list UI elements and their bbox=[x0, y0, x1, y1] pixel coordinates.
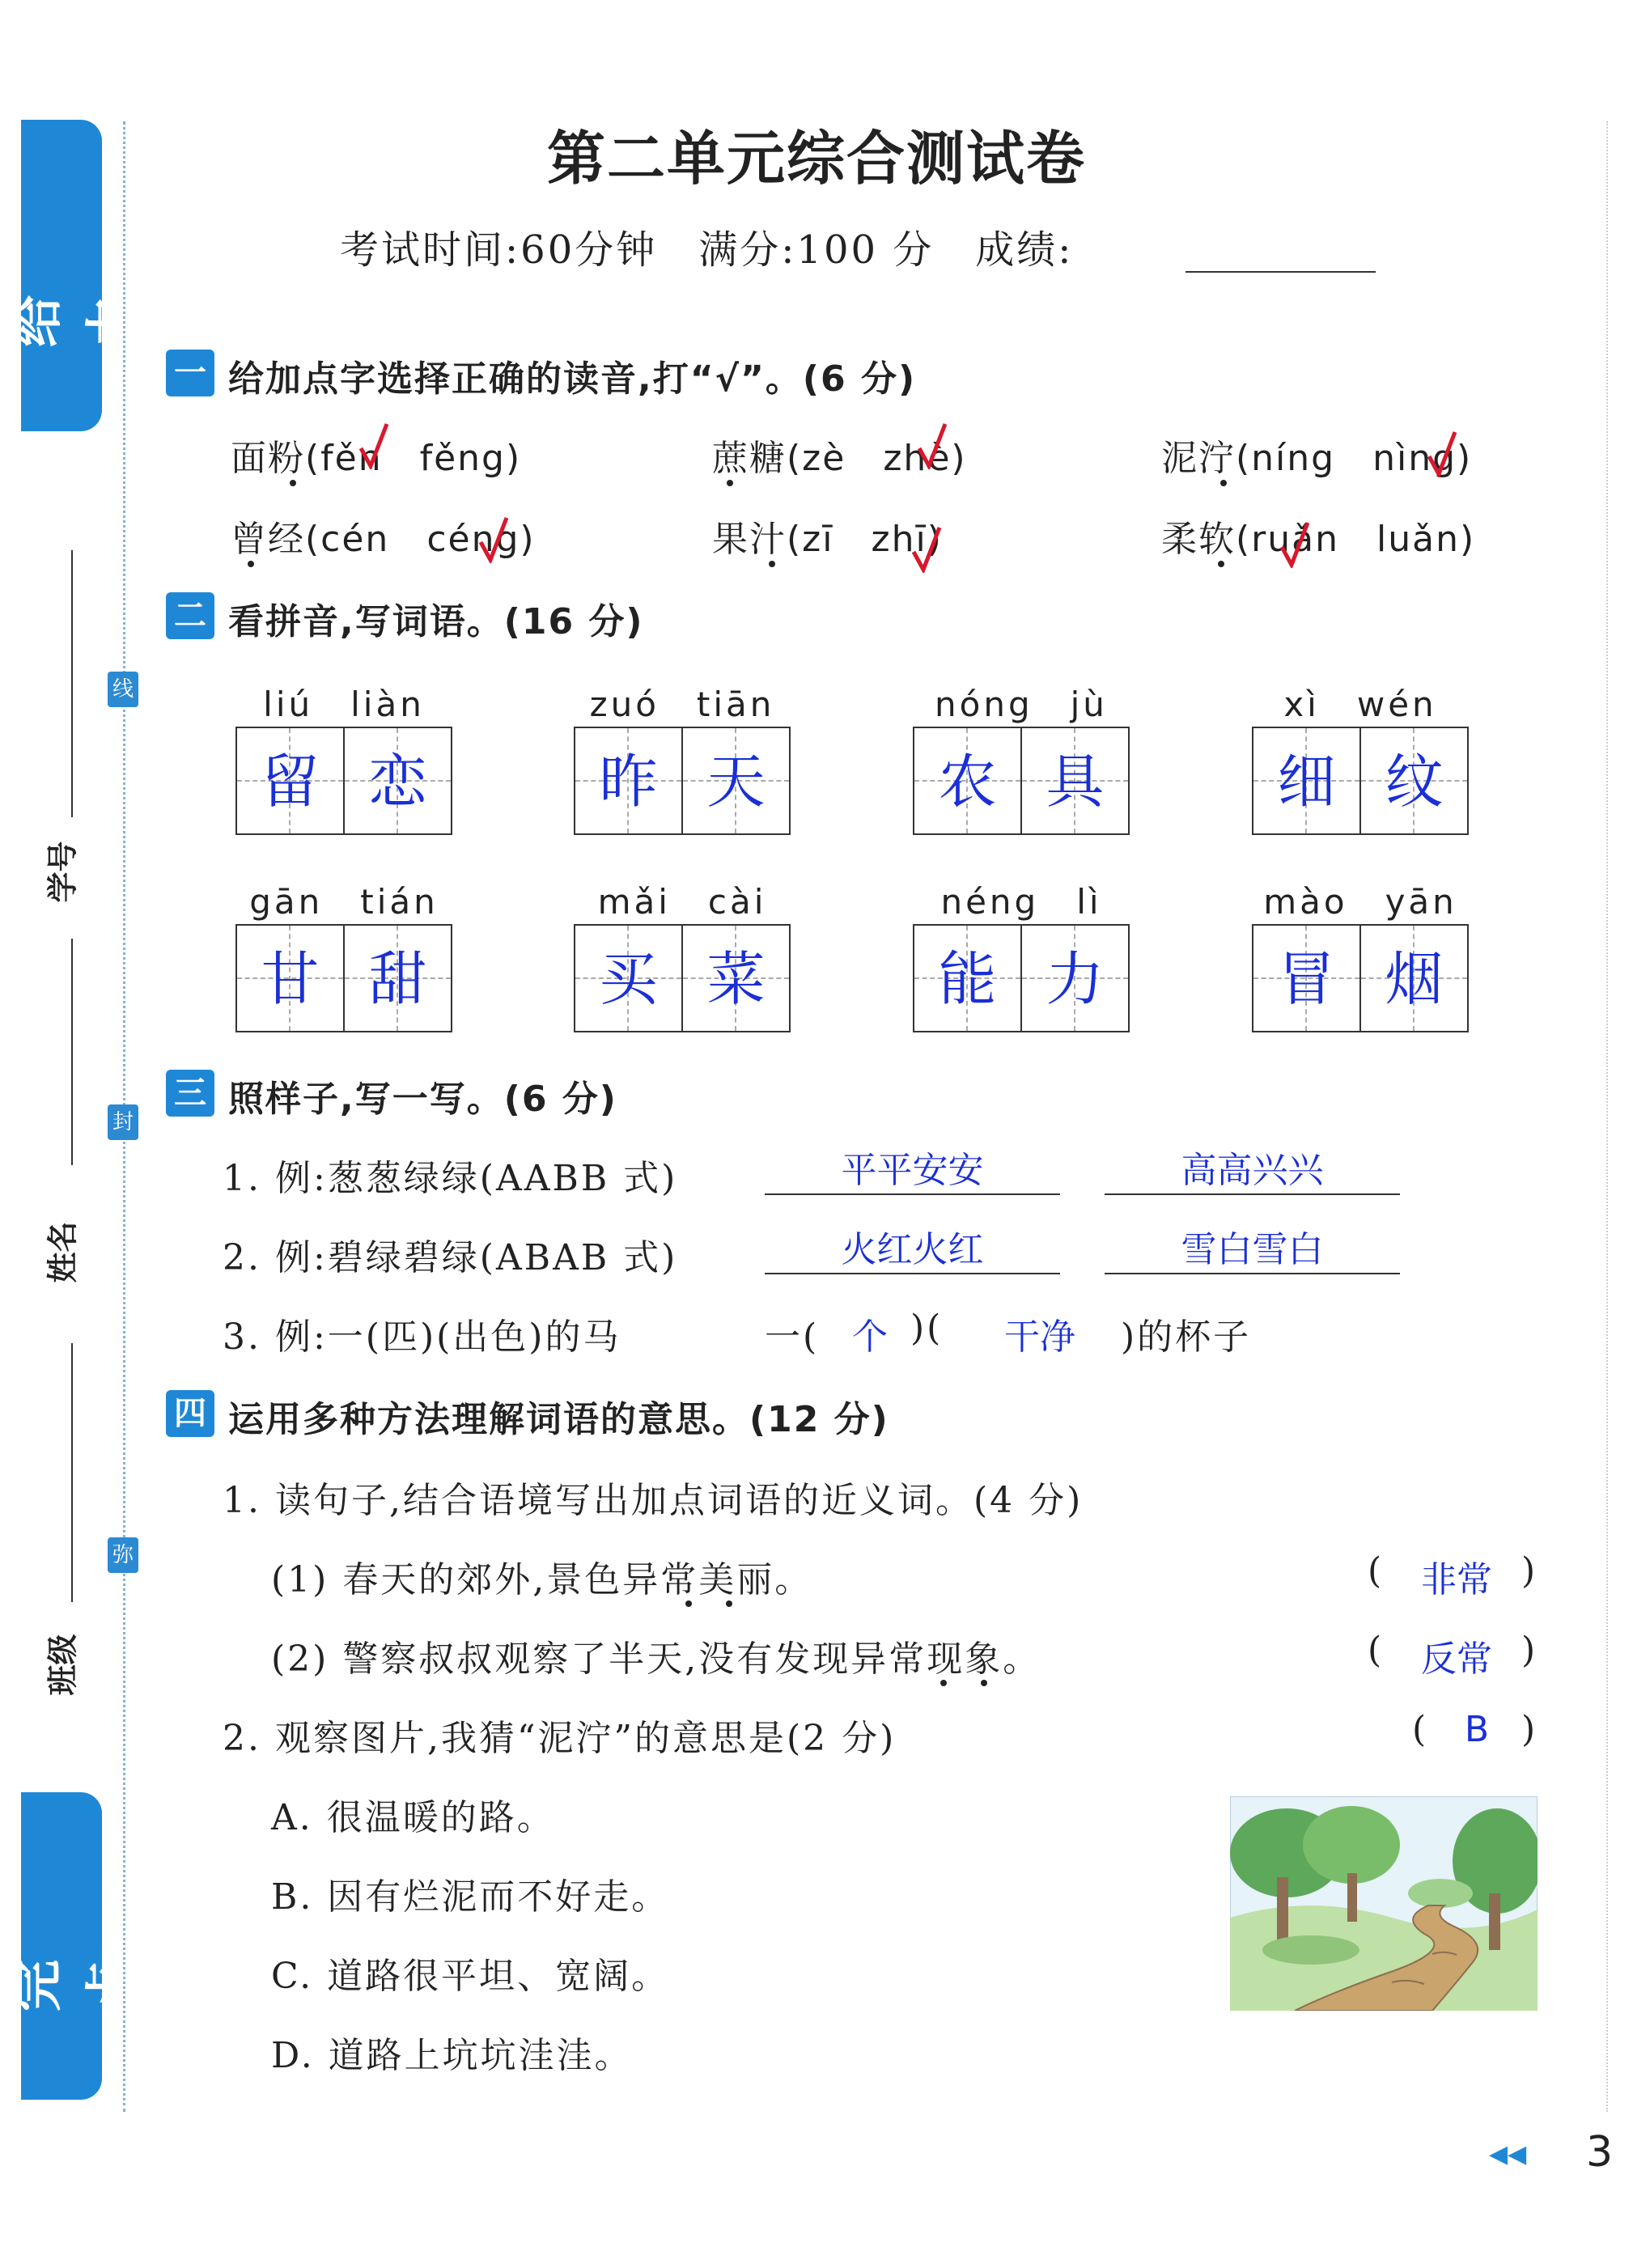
s3-q1-answer-2: 高高兴兴 bbox=[1181, 1150, 1324, 1191]
section-3-icon: 三 bbox=[166, 1070, 214, 1117]
char-grid-5 bbox=[235, 924, 452, 1032]
answer-char: 菜 bbox=[706, 945, 766, 1013]
s1-item-1: 面粉(fěn fěng) bbox=[231, 438, 522, 479]
s4-q2-answer: B bbox=[1464, 1709, 1490, 1750]
pinyin-6: mǎi cài bbox=[597, 882, 767, 922]
answer-char: 力 bbox=[1046, 945, 1105, 1013]
paren-close: ) bbox=[1521, 1630, 1538, 1671]
s3-q2-answer-2: 雪白雪白 bbox=[1181, 1229, 1324, 1270]
s4-q1-1: (1) 春天的郊外,景色异常美丽。 bbox=[271, 1559, 813, 1600]
score-blank bbox=[1186, 271, 1376, 273]
answer-underline bbox=[765, 1193, 1060, 1195]
name-line bbox=[71, 939, 73, 1165]
s1-item-6: 柔软(ruǎn luǎn) bbox=[1161, 519, 1476, 560]
pinyin-1: liú liàn bbox=[263, 685, 425, 724]
option-c: C. 道路很平坦、宽阔。 bbox=[271, 1956, 670, 1997]
option-a: A. 很温暖的路。 bbox=[271, 1797, 555, 1838]
side-chip-line: 线 bbox=[108, 672, 138, 707]
s4-q1-1-answer: 非常 bbox=[1421, 1559, 1492, 1600]
class-line bbox=[71, 1343, 73, 1602]
answer-underline bbox=[765, 1273, 1060, 1274]
page-title: 第二单元综合测试卷 bbox=[546, 124, 1086, 193]
pinyin-5: gān tián bbox=[249, 882, 439, 922]
answer-char: 烟 bbox=[1385, 945, 1444, 1013]
answer-char: 留 bbox=[261, 748, 320, 816]
section-1-title: 给加点字选择正确的读音,打“√”。(6 分) bbox=[228, 358, 917, 400]
answer-underline bbox=[1105, 1193, 1400, 1195]
student-id-line bbox=[71, 550, 73, 817]
answer-char: 纹 bbox=[1385, 748, 1444, 816]
emphasis-dot bbox=[769, 561, 775, 567]
answer-char: 细 bbox=[1277, 748, 1336, 816]
char-grid-7 bbox=[913, 924, 1130, 1032]
char-grid-2 bbox=[574, 727, 791, 835]
s1-item-2: 蔗糖(zè zhè) bbox=[712, 438, 967, 479]
section-2-title: 看拼音,写词语。(16 分) bbox=[228, 601, 644, 642]
check-mark-icon bbox=[358, 421, 390, 469]
answer-char: 能 bbox=[938, 945, 997, 1013]
section-3-title: 照样子,写一写。(6 分) bbox=[228, 1079, 617, 1120]
section-1-icon: 一 bbox=[166, 350, 214, 396]
class-label: 班级 bbox=[45, 1634, 81, 1696]
pinyin-2: zuó tiān bbox=[589, 685, 775, 724]
section-4-icon: 四 bbox=[166, 1390, 214, 1437]
char-grid-1 bbox=[235, 727, 452, 835]
s1-item-3: 泥泞(níng nìng) bbox=[1161, 438, 1473, 479]
s3-q3-answer-2: 干净 bbox=[1004, 1316, 1075, 1358]
s3-q1: 1. 例:葱葱绿绿(AABB 式) bbox=[223, 1158, 678, 1199]
right-margin-line bbox=[1606, 121, 1608, 2112]
side-tab-top-label: 给力 bbox=[8, 295, 142, 347]
paren-open: ( bbox=[1412, 1709, 1429, 1750]
answer-char: 天 bbox=[706, 748, 766, 816]
s3-q3-pre: 一( bbox=[765, 1316, 820, 1358]
paren-close: ) bbox=[1521, 1709, 1538, 1750]
emphasis-dot bbox=[685, 1600, 692, 1607]
answer-char: 昨 bbox=[599, 748, 658, 816]
answer-char: 农 bbox=[938, 748, 997, 816]
muddy-road-illustration bbox=[1230, 1796, 1538, 2011]
answer-char: 甘 bbox=[261, 945, 320, 1013]
page-arrows-icon: ◀◀ bbox=[1489, 2140, 1527, 2168]
emphasis-dot bbox=[290, 480, 296, 486]
check-mark-icon bbox=[1426, 429, 1458, 477]
option-d: D. 道路上坑坑洼洼。 bbox=[271, 2035, 633, 2076]
s3-q3: 3. 例:一(匹)(出色)的马 bbox=[223, 1316, 621, 1358]
pinyin-8: mào yān bbox=[1263, 882, 1457, 922]
page-number: 3 bbox=[1586, 2128, 1614, 2177]
answer-char: 买 bbox=[599, 945, 658, 1013]
answer-char: 具 bbox=[1046, 748, 1105, 816]
char-grid-6 bbox=[574, 924, 791, 1032]
s1-item-5: 果汁(zī zhī) bbox=[712, 519, 943, 560]
emphasis-dot bbox=[726, 1600, 732, 1607]
char-grid-4 bbox=[1252, 727, 1469, 835]
s4-q2: 2. 观察图片,我猜“泥泞”的意思是(2 分) bbox=[223, 1718, 897, 1759]
emphasis-dot bbox=[981, 1680, 987, 1686]
s1-item-4: 曾经(cén céng) bbox=[231, 519, 536, 560]
section-4-title: 运用多种方法理解词语的意思。(12 分) bbox=[228, 1399, 889, 1440]
s3-q3-post: )的杯子 bbox=[1121, 1316, 1252, 1358]
answer-char: 甜 bbox=[368, 945, 427, 1013]
side-chip-seal: 封 bbox=[108, 1104, 138, 1140]
answer-char: 冒 bbox=[1277, 945, 1336, 1013]
pinyin-3: nóng jù bbox=[935, 685, 1108, 724]
s3-q2: 2. 例:碧绿碧绿(ABAB 式) bbox=[223, 1237, 678, 1278]
emphasis-dot bbox=[248, 561, 254, 567]
side-tab-bottom bbox=[8, 1792, 142, 2100]
check-mark-icon bbox=[477, 515, 510, 563]
paren-close: ) bbox=[1521, 1550, 1538, 1592]
pinyin-4: xì wén bbox=[1283, 685, 1437, 724]
emphasis-dot bbox=[1218, 561, 1224, 567]
section-2-icon: 二 bbox=[166, 592, 214, 639]
pinyin-7: néng lì bbox=[940, 882, 1102, 922]
s4-q1: 1. 读句子,结合语境写出加点词语的近义词。(4 分) bbox=[223, 1480, 1084, 1521]
answer-char: 恋 bbox=[368, 748, 427, 816]
check-mark-icon bbox=[1279, 519, 1311, 568]
s3-q3-answer-1: 个 bbox=[852, 1316, 888, 1358]
side-chip-seal2: 弥 bbox=[108, 1537, 138, 1573]
exam-info: 考试时间:60分钟 满分:100 分 成绩: bbox=[340, 227, 1074, 273]
name-label: 姓名 bbox=[45, 1221, 81, 1283]
char-grid-8 bbox=[1252, 924, 1469, 1032]
paren-open: ( bbox=[1368, 1630, 1385, 1671]
paren-open: ( bbox=[1368, 1550, 1385, 1592]
emphasis-dot bbox=[1220, 480, 1227, 486]
side-tab-bottom-label: 完点 bbox=[8, 1960, 142, 2012]
emphasis-dot bbox=[940, 1680, 947, 1686]
check-mark-icon bbox=[916, 421, 948, 469]
char-grid-3 bbox=[913, 727, 1130, 835]
s4-q1-2: (2) 警察叔叔观察了半天,没有发现异常现象。 bbox=[271, 1638, 1041, 1680]
s3-q2-answer-1: 火红火红 bbox=[841, 1229, 984, 1270]
emphasis-dot bbox=[727, 480, 733, 486]
s4-q1-2-answer: 反常 bbox=[1421, 1638, 1492, 1680]
option-b: B. 因有烂泥而不好走。 bbox=[271, 1876, 670, 1918]
answer-underline bbox=[1105, 1273, 1400, 1274]
s3-q1-answer-1: 平平安安 bbox=[841, 1150, 984, 1191]
student-id-label: 学号 bbox=[45, 841, 81, 903]
s3-q3-mid: )( bbox=[910, 1308, 944, 1349]
check-mark-icon bbox=[910, 524, 943, 573]
